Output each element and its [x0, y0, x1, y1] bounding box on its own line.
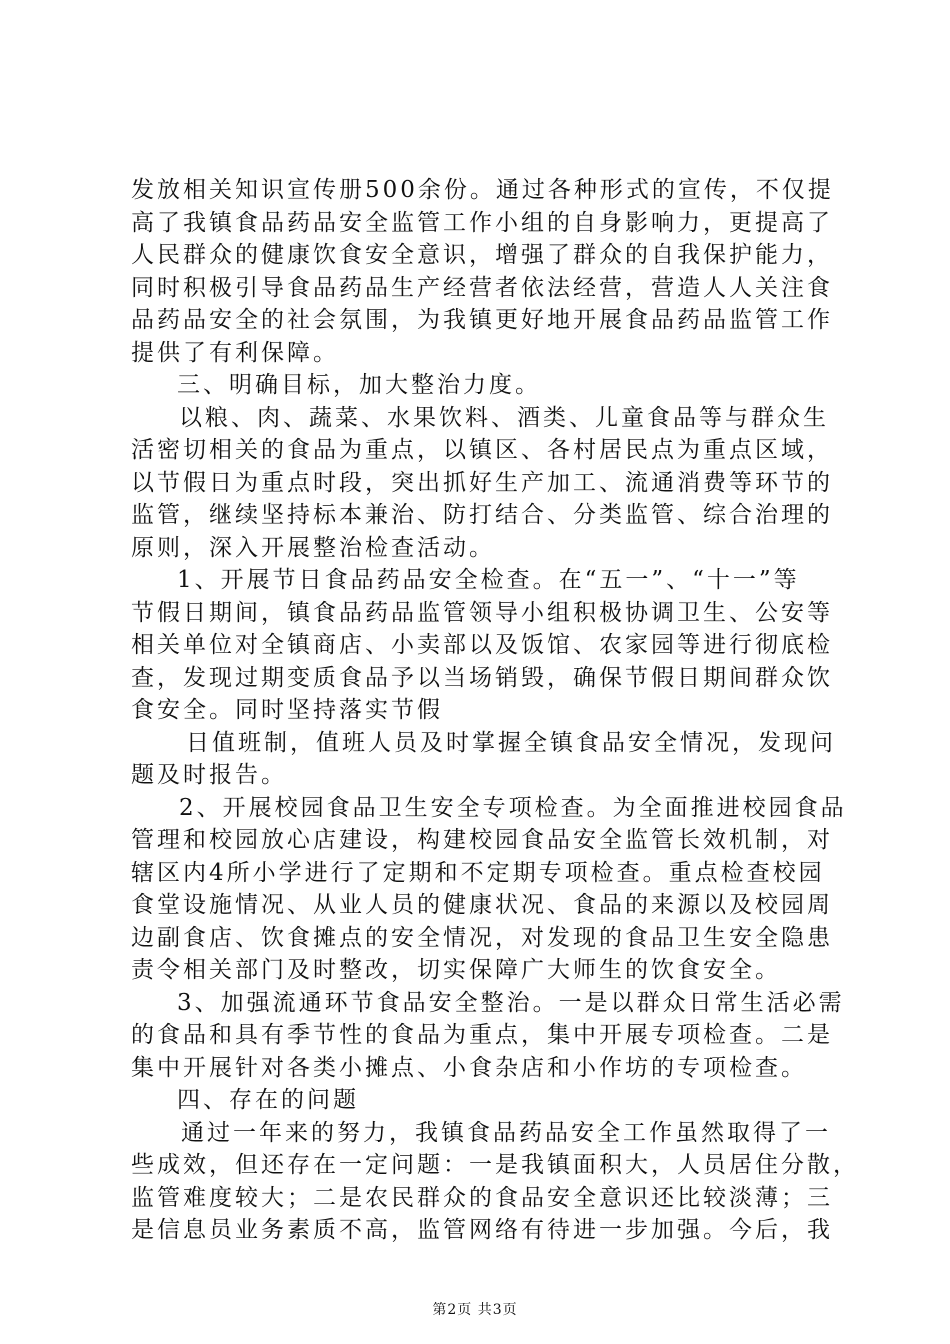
text-line: 节假日期间，镇食品药品监管领导小组积极协调卫生、公安等 — [131, 599, 833, 626]
text-line: 是信息员业务素质不高，监管网络有待进一步加强。今后，我 — [131, 1217, 833, 1243]
text-line: 日值班制，值班人员及时掌握全镇食品安全情况，发现问 — [186, 729, 836, 756]
text-line: 2、开展校园食品卫生安全专项检查。为全面推进校园食品 — [179, 794, 847, 821]
text-line: 通过一年来的努力，我镇食品药品安全工作虽然取得了一 — [181, 1119, 831, 1146]
text-line: 人民群众的健康饮食安全意识，增强了群众的自我保护能力， — [131, 242, 833, 268]
text-line: 查，发现过期变质食品予以当场销毁，确保节假日期间群众饮 — [131, 664, 833, 691]
text-line: 以粮、肉、蔬菜、水果饮料、酒类、儿童食品等与群众生 — [179, 404, 829, 431]
text-line: 活密切相关的食品为重点，以镇区、各村居民点为重点区域， — [131, 437, 833, 463]
text-line: 边副食店、饮食摊点的安全情况，对发现的食品卫生安全隐患 — [131, 924, 833, 951]
section-heading: 三、明确目标，加大整治力度。 — [177, 372, 541, 398]
text-line: 辖区内4所小学进行了定期和不定期专项检查。重点检查校园 — [131, 859, 825, 886]
text-line: 题及时报告。 — [131, 762, 287, 788]
text-line: 些成效，但还存在一定问题：一是我镇面积大，人员居住分散， — [131, 1152, 859, 1178]
document-body — [131, 174, 859, 1247]
text-line: 的食品和具有季节性的食品为重点，集中开展专项检查。二是 — [131, 1022, 833, 1048]
text-line: 以节假日为重点时段，突出抓好生产加工、流通消费等环节的 — [131, 469, 833, 496]
section-heading: 四、存在的问题 — [177, 1087, 359, 1113]
text-line: 集中开展针对各类小摊点、小食杂店和小作坊的专项检查。 — [131, 1054, 807, 1081]
text-line: 发放相关知识宣传册500余份。通过各种形式的宣传，不仅提 — [131, 177, 834, 203]
text-line: 监管，继续坚持标本兼治、防打结合、分类监管、综合治理的 — [131, 502, 833, 528]
text-line: 3、加强流通环节食品安全整治。一是以群众日常生活必需 — [177, 989, 845, 1016]
text-line: 高了我镇食品药品安全监管工作小组的自身影响力，更提高了 — [131, 209, 833, 236]
text-line: 监管难度较大；二是农民群众的食品安全意识还比较淡薄；三 — [131, 1184, 833, 1211]
text-line: 食堂设施情况、从业人员的健康状况、食品的来源以及校园周 — [131, 892, 833, 918]
page-number-footer: 第2页 共3页 — [432, 1302, 518, 1318]
text-line: 品药品安全的社会氛围，为我镇更好地开展食品药品监管工作 — [131, 307, 833, 333]
text-line: 原则，深入开展整治检查活动。 — [131, 534, 495, 561]
text-line: 相关单位对全镇商店、小卖部以及饭馆、农家园等进行彻底检 — [131, 632, 833, 658]
text-line: 责令相关部门及时整改，切实保障广大师生的饮食安全。 — [131, 957, 781, 983]
text-line: 1、开展节日食品药品安全检查。在“五一”、“十一”等 — [177, 567, 800, 593]
text-line: 食安全。同时坚持落实节假 — [131, 697, 443, 723]
text-line: 提供了有利保障。 — [131, 339, 339, 366]
text-line: 同时积极引导食品药品生产经营者依法经营，营造人人关注食 — [131, 274, 833, 301]
text-line: 管理和校园放心店建设，构建校园食品安全监管长效机制，对 — [131, 827, 833, 853]
